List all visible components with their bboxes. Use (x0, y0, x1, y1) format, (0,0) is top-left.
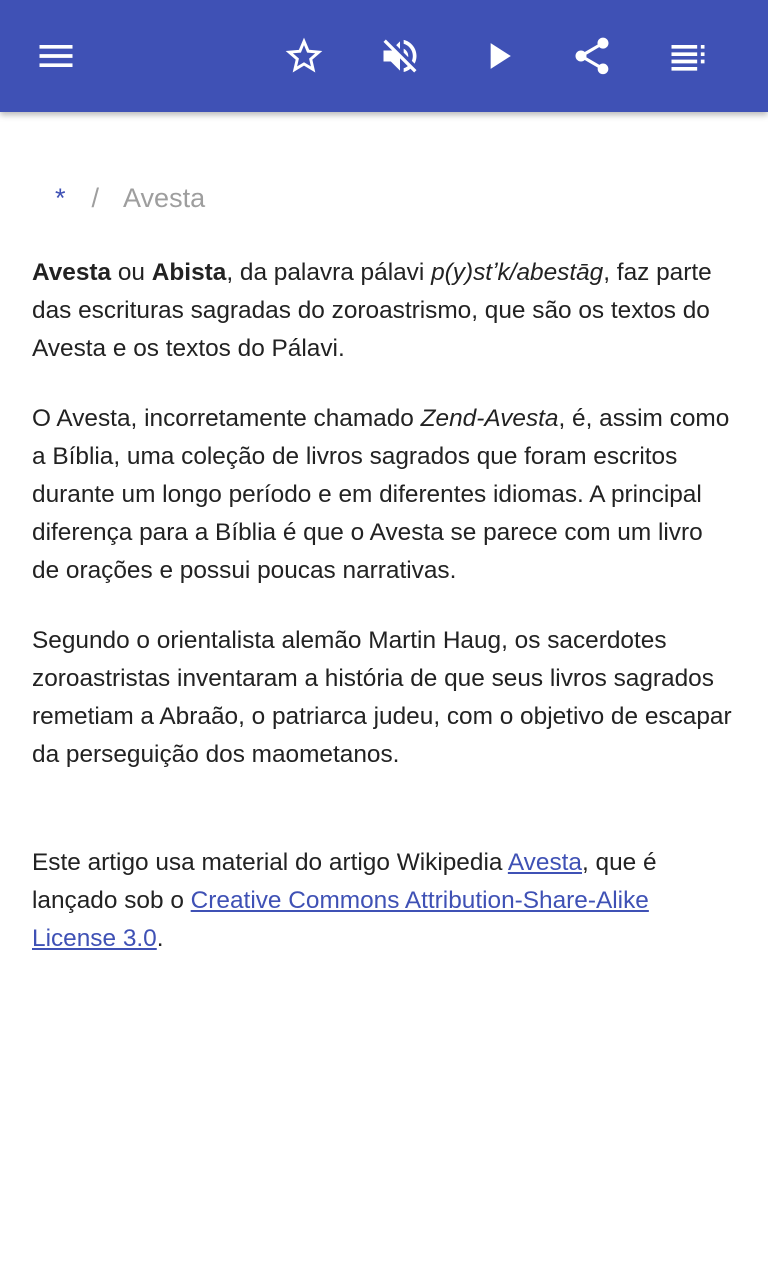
toc-icon (666, 34, 710, 78)
mute-button[interactable] (364, 20, 436, 92)
article-paragraph-3: Segundo o orientalista alemão Martin Haug, os sacerdotes zoroastristas inventaram a história de que seus livros sagrados remetiam a Abraão, o patriarca judeu, com o objetivo de escapar da perseguição dos maometanos. (32, 627, 732, 768)
article-content (32, 112, 736, 958)
term-zend-avesta: Zend-Avesta (420, 405, 559, 432)
license-link[interactable]: Creative Commons Attribution-Share-Alike License 3.0 (32, 887, 649, 952)
attribution-paragraph (32, 844, 736, 958)
volume-off-icon (378, 34, 422, 78)
star-outline-icon (282, 34, 326, 78)
text-span: , é, assim como a Bíblia, uma coleção de livros sagrados que foram escritos durante um longo período e em diferentes idiomas. A principal diferença para a Bíblia é que o Avesta se parece com um livro de orações e possui poucas narrativas. (32, 405, 730, 584)
article-paragraph-1 (32, 254, 736, 368)
breadcrumb-current: Avesta (123, 183, 206, 213)
text-span: . (156, 925, 164, 952)
breadcrumb-separator: / (91, 183, 100, 213)
text-span: Este artigo usa material do artigo Wikipedia (32, 849, 508, 876)
breadcrumb (32, 178, 736, 218)
favorite-button[interactable] (268, 20, 340, 92)
breadcrumb-home-link[interactable]: * (55, 183, 66, 213)
share-button[interactable] (556, 20, 628, 92)
text-span: , faz parte das escrituras sagradas do zoroastrismo, que são os textos do Avesta e os textos do Pálavi. (32, 259, 712, 362)
text-span: O Avesta, incorretamente chamado (32, 405, 421, 432)
play-icon (476, 34, 520, 78)
term-abista: Abista (151, 259, 227, 286)
text-span: ou (111, 259, 152, 286)
pahlavi-term: p(y)stʼk/abestāg (431, 259, 604, 286)
app-bar (0, 0, 768, 112)
wikipedia-article-link[interactable]: Avesta (507, 849, 582, 876)
play-button[interactable] (462, 20, 534, 92)
text-span: , da palavra pálavi (226, 259, 432, 286)
share-icon (570, 34, 614, 78)
menu-icon (34, 34, 78, 78)
article-paragraph-2 (32, 400, 736, 590)
table-of-contents-button[interactable] (652, 20, 724, 92)
menu-button[interactable] (20, 20, 92, 92)
text-span: , que é lançado sob o (32, 849, 657, 914)
term-avesta: Avesta (32, 259, 112, 286)
